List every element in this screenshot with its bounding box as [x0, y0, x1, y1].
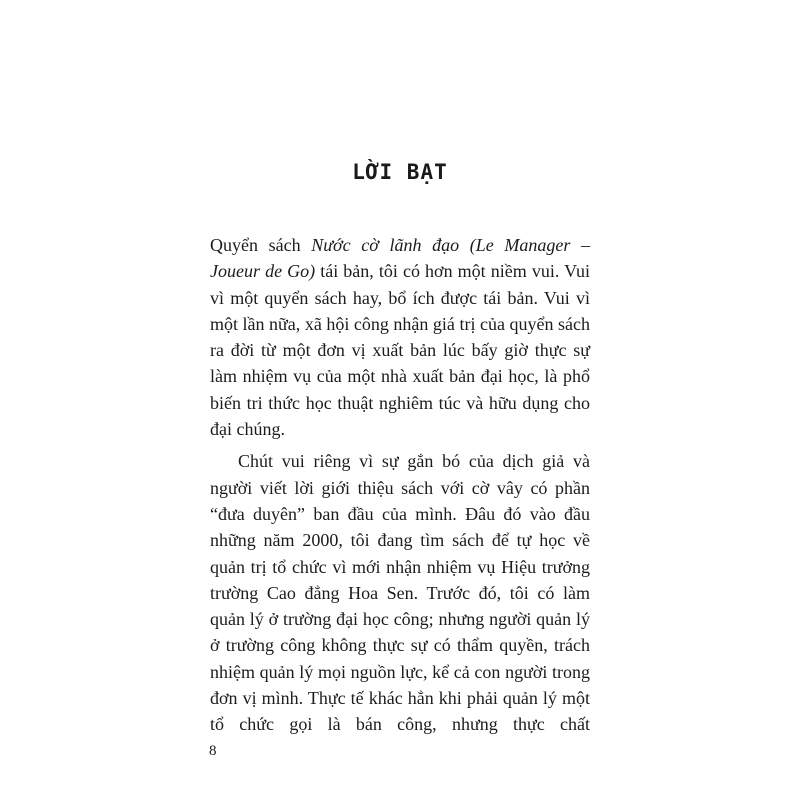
- paragraph-1-lead: Quyển sách: [210, 235, 312, 255]
- book-title: Nước cờ lãnh đạo (Le Manager – Joueur de Go): [210, 235, 590, 282]
- chapter-heading: LỜI BẠT: [352, 160, 448, 184]
- paragraph-1-rest: tái bản, tôi có hơn một niềm vui. Vui vì một quyển sách hay, bổ ích được tái bản. Vui vì một lần nữa, xã hội công nhận giá trị của quyển sách ra đời từ một đơn vị xuất bản lúc bấy giờ thực sự làm nhiệm vụ của một nhà xuất bản đại học, là phổ biến tri thức học thuật nghiêm túc và hữu dụng cho đại chúng.: [210, 261, 590, 440]
- page-number: 8: [209, 743, 217, 759]
- body-text: [210, 232, 590, 744]
- paragraph-2: Chút vui riêng vì sự gắn bó của dịch giả và người viết lời giới thiệu sách với cờ vây có phần “đưa duyên” ban đầu của mình. Đâu đó vào đầu những năm 2000, tôi đang tìm sách để tự học về quản trị tổ chức vì mới nhận nhiệm vụ Hiệu trưởng trường Cao đẳng Hoa Sen. Trước đó, tôi có làm quản lý ở trường đại học công; nhưng người quản lý ở trường công không thực sự có thẩm quyền, trách nhiệm quản lý mọi nguồn lực, kể cả con người trong đơn vị mình. Thực tế khác hẳn khi phải quản lý một tổ chức gọi là bán công, nhưng thực chất: [210, 451, 590, 735]
- paragraph-1: [210, 232, 590, 442]
